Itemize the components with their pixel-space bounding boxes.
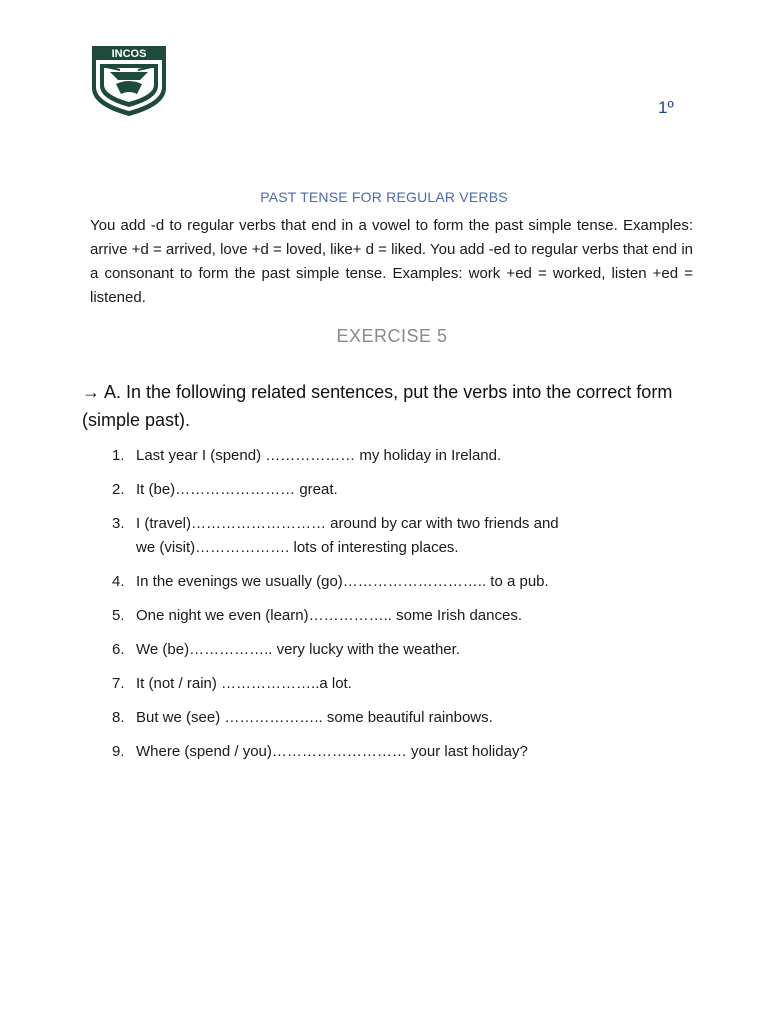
item-number: 2. — [112, 481, 125, 498]
item-number: 3. — [112, 515, 125, 532]
list-item — [112, 478, 672, 502]
list-item — [112, 512, 672, 560]
item-number: 5. — [112, 607, 125, 624]
item-text: Where (spend / you)……………………… your last holiday? — [136, 743, 528, 760]
list-item — [112, 444, 672, 468]
item-text: It (be)…………………… great. — [136, 481, 338, 498]
item-text: It (not / rain) ………………..a lot. — [136, 675, 352, 692]
page-title: PAST TENSE FOR REGULAR VERBS — [260, 189, 508, 205]
item-number: 1. — [112, 447, 125, 464]
item-number: 8. — [112, 709, 125, 726]
item-text: Last year I (spend) ……………… my holiday in Ireland. — [136, 447, 502, 464]
item-text: We (be)…………….. very lucky with the weather. — [136, 641, 460, 658]
item-number: 4. — [112, 573, 125, 590]
list-item — [112, 604, 672, 628]
exercise-title: EXERCISE 5 — [336, 326, 448, 346]
intro-paragraph: You add -d to regular verbs that end in a vowel to form the past simple tense. Examples: arrive +d = arrived, love +d = loved, like+ d = liked. You add -ed to regular verbs that end in a consonant to form the past simple tense. Examples: work +ed = worked, listen +ed = listened. — [90, 217, 693, 306]
grade-label: 1º — [658, 98, 674, 117]
list-item — [112, 638, 672, 662]
incos-logo — [90, 44, 168, 118]
item-number: 9. — [112, 743, 125, 760]
item-text: I (travel)……………………… around by car with two friends and — [136, 515, 559, 532]
list-item — [112, 570, 672, 594]
logo-text: INCOS — [111, 48, 147, 60]
item-text: In the evenings we usually (go)……………………….. to a pub. — [136, 573, 549, 590]
item-text: But we (see) ……………….. some beautiful rainbows. — [136, 709, 493, 726]
exercise-instruction: → A. In the following related sentences, put the verbs into the correct form (simple past). — [82, 382, 673, 430]
exercise-list — [112, 444, 672, 774]
list-item — [112, 740, 672, 764]
item-text-continued: we (visit)………………. lots of interesting places. — [136, 539, 459, 556]
item-number: 7. — [112, 675, 125, 692]
list-item — [112, 672, 672, 696]
item-text: One night we even (learn)…………….. some Irish dances. — [136, 607, 522, 624]
item-number: 6. — [112, 641, 125, 658]
list-item — [112, 706, 672, 730]
